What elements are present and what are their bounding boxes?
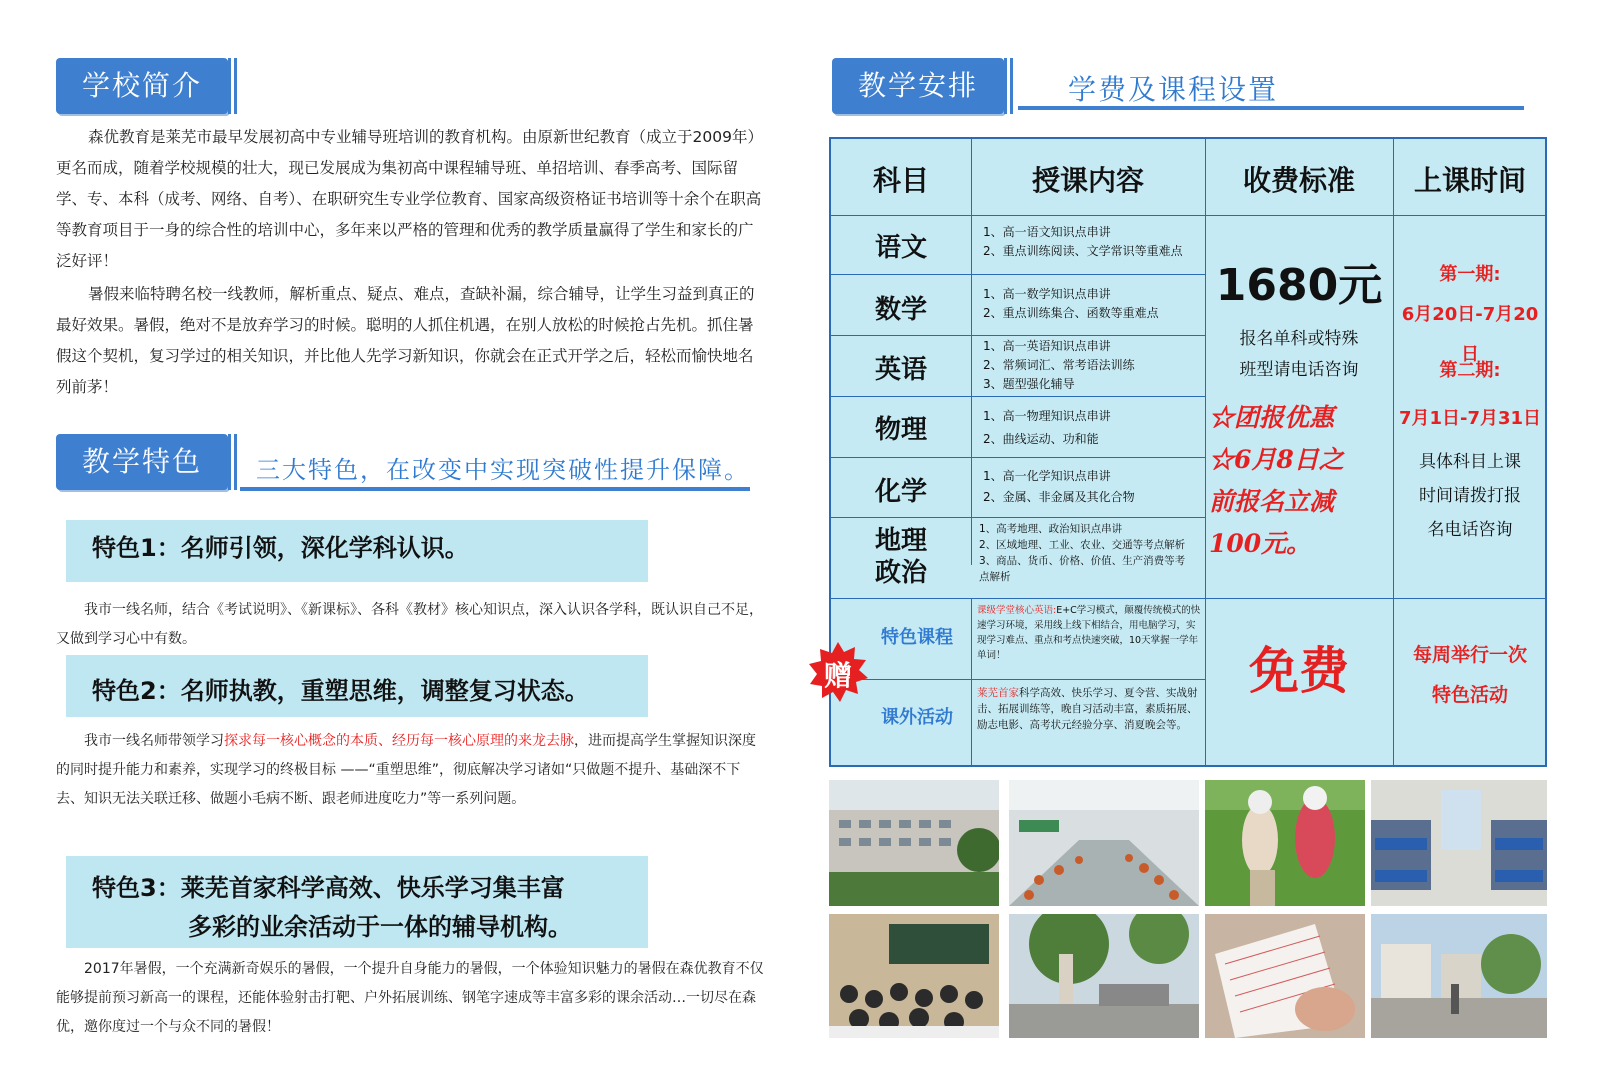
schedule-note: 具体科目上课 时间请拨打报 名电话咨询 (1419, 452, 1521, 540)
subject-english: 英语 (874, 355, 927, 385)
special-course-label: 特色课程 (881, 627, 953, 648)
photo-cafeteria (1009, 780, 1199, 906)
photo-sports-ground (1371, 914, 1547, 1038)
feature2-title: 特色2：名师执教，重塑思维，调整复习状态。 (92, 677, 589, 705)
content-math: 1、高一数学知识点串讲 2、重点训练集合、函数等重难点 (983, 287, 1159, 320)
period1: 第一期: 6月20日-7月20日 (1401, 264, 1539, 365)
photo-campus-gate (1009, 914, 1199, 1038)
intro-paragraph-1: 森优教育是莱芜市最早发展初高中专业辅导班培训的教育机构。由原新世纪教育（成立于2009年）更名而成，随着学校规模的壮大，现已发展成为集初高中课程辅导班、单招培训、春季高考、国际留学、专、本科（成考、网络、自考）、在职研究生专业学位教育、国家高级资格证书培训等十余个在职高等教育项目于一身的综合性的培训中心，多年来以严格的管理和优秀的教学质量赢得了学生和家长的广泛好评！ (56, 128, 762, 270)
header-content: 授课内容 (1031, 164, 1144, 197)
content-english: 1、高一英语知识点串讲 2、常频词汇、常考语法训练 3、题型强化辅导 (983, 339, 1135, 391)
content-chemistry: 1、高一化学知识点串讲 2、金属、非金属及其化合物 (983, 469, 1135, 504)
activity-text: 莱芜首家科学高效、快乐学习、夏令营、实战射击、拓展训练等，晚自习活动丰富，素质拓展、励志电影、高考状元经验分享、消夏晚会等。 (977, 687, 1198, 731)
content-physics: 1、高一物理知识点串讲 2、曲线运动、功和能 (983, 409, 1111, 446)
intro-title-bars (228, 58, 240, 114)
course-table (829, 137, 1547, 767)
price-note: 报名单科或特殊 班型请电话咨询 (1239, 329, 1359, 380)
content-geo-politics: 1、高考地理、政治知识点串讲 2、区域地理、工业、农业、交通等考点解析 3、商品、货币、价格、价值、生产消费等考 点解析 (979, 523, 1186, 583)
photo-calligraphy (1205, 914, 1365, 1038)
header-subject: 科目 (872, 164, 929, 197)
feature-title: 教学特色 (56, 434, 228, 490)
feature1-text: 我市一线名师，结合《考试说明》、《新课标》、各科《教材》核心知识点，深入认识各学科，既认识自己不足，又做到学习心中有数。 (56, 602, 763, 647)
intro-title: 学校简介 (56, 58, 228, 114)
schedule-subtitle: 学费及课程设置 (1068, 73, 1279, 106)
promo: ☆团报优惠 ☆6月8日之 前报名立减 100元。 (1209, 403, 1344, 558)
photo-outdoor-activity (1205, 780, 1365, 906)
feature-underline (240, 487, 750, 491)
subject-physics: 物理 (874, 415, 927, 445)
subject-math: 数学 (874, 295, 927, 325)
subject-chinese: 语文 (874, 233, 927, 263)
activity-label: 课外活动 (881, 707, 953, 728)
period2: 第二期: 7月1日-7月31日 (1398, 360, 1542, 429)
weekly-activity: 每周举行一次 特色活动 (1412, 644, 1527, 706)
feature3-text: 2017年暑假，一个充满新奇娱乐的暑假，一个提升自身能力的暑假，一个体验知识魅力的暑假在森优教育不仅能够提前预习新高一的课程，还能体验射击打靶、户外拓展训练、钢笔字速成等丰富多彩的课余活动…一切尽在森优，邀你度过一个与众不同的暑假！ (56, 961, 764, 1035)
feature3-title-line2: 多彩的业余活动于一体的辅导机构。 (188, 913, 572, 941)
feature1-title: 特色1：名师引领，深化学科认识。 (92, 534, 469, 562)
feature1-box (66, 520, 648, 582)
special-course-text: 课级学堂核心英语:E+C学习模式，颠覆传统模式的快速学习环境，采用线上线下相结合，用电脑学习，实现学习难点、重点和考点快速突破，10天掌握一学年单词！ (977, 605, 1201, 661)
header-time: 上课时间 (1413, 164, 1526, 197)
feature-subtitle: 三大特色，在改变中实现突破性提升保障。 (256, 456, 750, 484)
photo-classroom (829, 914, 999, 1038)
feature2-text-highlight: 探求每一核心概念的本质、经历每一核心原理的来龙去脉 (224, 733, 574, 749)
feature2-text (56, 727, 766, 814)
content-chinese: 1、高一语文知识点串讲 2、重点训练阅读、文学常识等重难点 (983, 225, 1183, 258)
feature2-text-b: ，进而提高学生掌握知识深度的同时提升能力和素养，实现学习的终极目标 ——“重塑思维”，彻底解决学习诸如“只做题不提升、基础深不下去、知识无法关联迁移、做题小毛病不断、跟老师进度吃力”等一系列问题。 (56, 733, 756, 807)
intro-paragraph-2: 暑假来临特聘名校一线教师，解析重点、疑点、难点，查缺补漏，综合辅导，让学生习益到真正的最好效果。暑假，绝对不是放弃学习的时候。聪明的人抓住机遇，在别人放松的时候抢占先机。抓住暑假这个契机，复习学过的相关知识，并比他人先学习新知识，你就会在正式开学之后，轻松而愉快地名列前茅！ (56, 285, 755, 396)
feature2-text-a: 我市一线名师带领学习 (84, 733, 224, 749)
gift-badge: 赠 (808, 642, 868, 702)
feature2-box (66, 655, 648, 717)
price: 1680元 (1215, 260, 1383, 311)
schedule-title: 教学安排 (832, 58, 1004, 114)
header-fee: 收费标准 (1242, 164, 1355, 197)
feature3-title-line1: 特色3：莱芜首家科学高效、快乐学习集丰富 (92, 874, 565, 902)
schedule-title-bars (1004, 58, 1016, 114)
photo-dormitory (1371, 780, 1547, 906)
photo-grid (829, 780, 1547, 1038)
subject-geo-politics: 地理 政治 (874, 526, 927, 588)
free-text: 免费 (1249, 642, 1349, 700)
feature-title-bars (228, 434, 240, 490)
schedule-underline (1018, 106, 1524, 110)
subject-chemistry: 化学 (874, 477, 927, 507)
photo-school-building (829, 780, 999, 906)
feature3-box (66, 856, 648, 948)
